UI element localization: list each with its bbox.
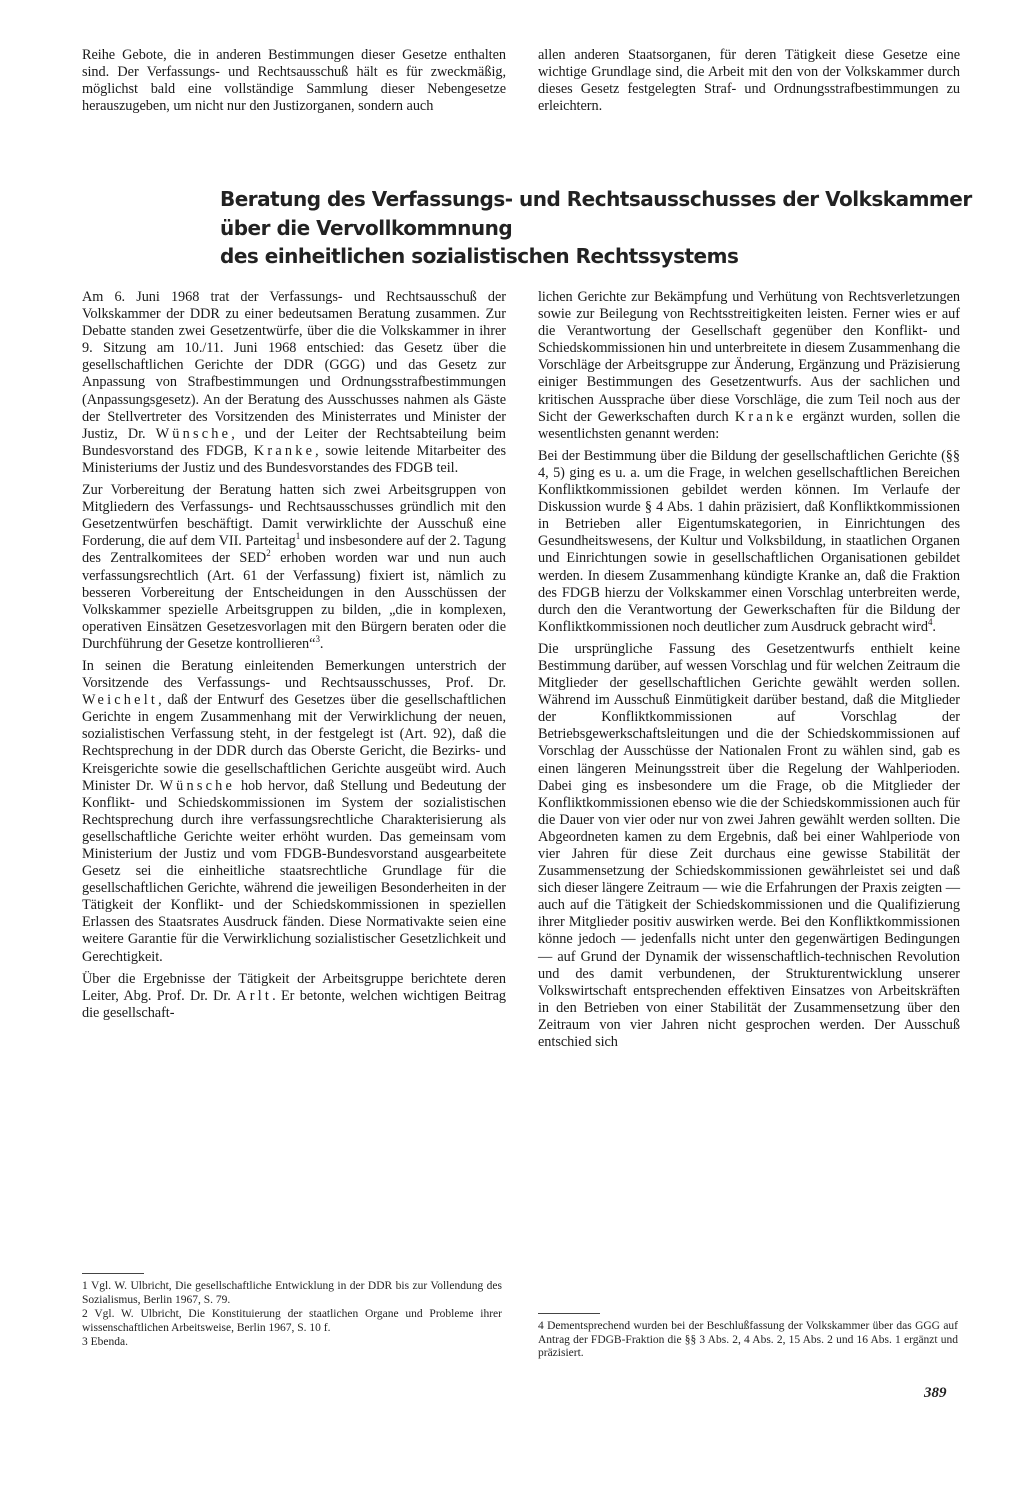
text-run: und insbesondere auf der 2. Tagung des Zentralkomitees der SED	[82, 533, 506, 567]
text-run: .	[319, 635, 324, 652]
paragraph	[82, 971, 506, 1022]
spaced-name: Arlt	[236, 987, 273, 1004]
text-run: hob hervor, daß Stellung und Bedeutung der Konflikt- und Schiedskommissionen im System der sozialistischen Rechtsprechung durch ihre verfassungsrechtliche Charakterisierung als gesellschaftliche Gerichte weiter erhöht wurden. Das gemeinsam vom Ministerium der Justiz und vom FDGB-Bundesvorstand ausgearbeitete Gesetz sei die einheitliche staatsrechtliche Grundlage für die gesellschaftlichen Gerichte, während die jeweiligen Besonderheiten in der Tätigkeit der Konflikt- und der Schiedskommissionen in speziellen Erlassen des Staatsrates Ausdruck fänden. Diese Normativakte seien eine weitere Garantie für die Verwirklichung sozialistischer Gesetzlichkeit und Gerechtigkeit.	[82, 777, 506, 965]
spaced-name: Wünsche	[159, 777, 236, 794]
heading-line: Beratung des Verfassungs- und Rechtsausschusses der Volkskammer	[220, 187, 972, 211]
paragraph: allen anderen Staatsorganen, für deren Tätigkeit diese Gesetze eine wichtige Grundlage sind, die Arbeit mit den von der Volkskammer durch dieses Gesetz festgelegten Straf- und Ordnungsstrafbestimmungen zu erleichtern.	[538, 47, 960, 115]
article-column-right	[538, 289, 960, 1051]
page-number: 389	[924, 1385, 947, 1401]
footnote-divider	[82, 1273, 144, 1274]
paragraph	[538, 448, 960, 636]
carryover-text-left	[82, 47, 506, 115]
spaced-name: Wünsche	[155, 425, 232, 442]
text-run: . Er betonte, welchen wichtigen Beitrag die gesellschaft-	[82, 987, 506, 1021]
text-run: Zur Vorbereitung der Beratung hatten sich zwei Arbeitsgruppen von Mitgliedern des Verfassungs- und Rechtsausschusses gründlich mit den Gesetzentwürfen beschäftigt. Damit verwirklichte der Ausschuß eine Forderung, die auf dem VII. Parteitag	[82, 482, 506, 550]
text-run: Am 6. Juni 1968 trat der Verfassungs- und Rechtsausschuß der Volkskammer der DDR zu einer bedeutsamen Beratung zusammen. Zur Debatte standen zwei Gesetzentwürfe, über die die Volkskammer in ihrer 9. Sitzung am 10./11. Juni 1968 entschied: das Gesetz über die gesellschaftlichen Gerichte der DDR (GGG) und das Gesetz zur Anpassung von Strafbestimmungen und Ordnungsstrafbestimmungen (Anpassungsgesetz). An der Beratung des Ausschusses nahmen als Gäste der Stellvertreter des Vorsitzenden des Ministerrates und Minister der Justiz, Dr.	[82, 289, 506, 442]
text-run: Über die Ergebnisse der Tätigkeit der Arbeitsgruppe berichtete deren Leiter, Abg. Prof. Dr. Dr.	[82, 970, 506, 1004]
footnote-ref[interactable]: 2	[266, 548, 271, 559]
paragraph	[82, 289, 506, 477]
paragraph	[538, 289, 960, 443]
text-run: lichen Gerichte zur Bekämpfung und Verhütung von Rechtsverletzungen sowie zur Beilegung von Rechtsstreitigkeiten leisten. Ferner wies er auf die Verantwortung der Gesellschaft gegenüber den Konflikt- und Schiedskommissionen hin und unterbreitete in diesem Zusammenhang die Vorschläge der Arbeitsgruppe zur Änderung, Ergänzung und Präzisierung einiger Bestimmungen des Gesetzentwurfs. Aus der sachlichen und kritischen Aussprache über diese Vorschläge, die zum Teil noch aus der Sicht der Gewerkschaften durch	[538, 289, 960, 425]
article-heading	[220, 185, 980, 271]
footnote-ref[interactable]: 1	[295, 531, 301, 542]
footnote: 3 Ebenda.	[82, 1336, 128, 1348]
footnote: 2 Vgl. W. Ulbricht, Die Konstituierung der staatlichen Organe und Probleme ihrer wissenschaftlichen Arbeitsweise, Berlin 1967, S. 10 f.	[82, 1308, 502, 1334]
text-run: ergänzt wurden, sollen die wesentlichsten genannt werden:	[538, 408, 960, 442]
text-run: Bei der Bestimmung über die Bildung der gesellschaftlichen Gerichte (§§ 4, 5) ging es u. a. um die Frage, in welchen gesellschaftlichen Bereichen Konfliktkommissionen gebildet werden können. Im Verlaufe der Diskussion wurde § 4 Abs. 1 dahin präzisiert, daß Konfliktkommissionen in Betrieben aller Eigentumskategorien, in Einrichtungen des Gesundheitswesens, der Kultur und Volksbildung, in staatlichen Organen und Einrichtungen sowie in gesellschaftlichen Organisationen gebildet werden. In diesem Zusammenhang kündigte Kranke an, daß die Fraktion des FDGB hierzu der Volkskammer einen Vorschlag unterbreiten werde, durch den die Verantwortung der Gewerkschaften für die Bildung der Konfliktkommissionen noch deutlicher zum Ausdruck gebracht wird	[538, 447, 960, 635]
text-run: , und der Leiter der Rechtsabteilung beim Bundesvorstand des FDGB,	[82, 425, 506, 459]
footnote-ref[interactable]: 3	[315, 634, 320, 645]
heading-line: des einheitlichen sozialistischen Rechtssystems	[220, 244, 739, 268]
text-run: erhoben worden war und nun auch verfassungsrechtlich (Art. 61 der Verfassung) fixiert ist, nämlich zu besseren Vorbereitung der Entscheidungen in den Ausschüssen der Volkskammer spezielle Arbeitsgruppen zu bilden, „die in komplexen, operativen Einsätzen Gesetzesvorlagen mit den Bürgern beraten oder die Durchführung der Gesetze kontrollieren“	[82, 550, 506, 652]
footnote: 4 Dementsprechend wurden bei der Beschlußfassung der Volkskammer über das GGG auf Antrag der FDGB-Fraktion die §§ 3 Abs. 2, 4 Abs. 2, 15 Abs. 2 und 16 Abs. 1 ergänzt und präzisiert.	[538, 1320, 958, 1359]
paragraph: Die ursprüngliche Fassung des Gesetzentwurfs enthielt keine Bestimmung darüber, auf wessen Vorschlag und für welchen Zeitraum die Mitglieder der gesellschaftlichen Gerichte gewählt werden sollen. Während im Ausschuß Einmütigkeit darüber bestand, daß die Mitglieder der Konfliktkommissionen auf Vorschlag der Betriebsgewerkschaftsleitungen und die der Schiedskommissionen auf Vorschlag der Ausschüsse der Nationalen Front zu wählen sind, gab es einen längeren Meinungsstreit über die Regelung der Wahlperioden. Dabei ging es insbesondere um die Frage, ob die Mitglieder der Konfliktkommissionen ebenso wie die der Schiedskommissionen auch für die Dauer von vier oder nur von zwei Jahren gewählt werden sollten. Die Abgeordneten kamen zu dem Ergebnis, daß bei einer Wahlperiode von vier Jahren für diese Zeit durchaus eine gewisse Stabilität der Zusammensetzung der Schiedskommissionen gewährleistet sei und daß sich dieser längere Zeitraum — wie die Erfahrungen der Praxis zeigten — auch auf die Tätigkeit der Schiedskommissionen und die Qualifizierung ihrer Mitglieder positiv auswirken werde. Bei den Konfliktkommissionen könne jedoch — jedenfalls nicht unter den gegenwärtigen Bedingungen — auf Grund der Dynamik der wissenschaftlich-technischen Revolution und des damit verbundenen, der Strukturentwicklung unserer Volkswirtschaft entsprechenden effektiven Einsatzes von Arbeitskräften in den Betrieben von einer Stabilität der Zusammensetzung über den Zeitraum von vier Jahren nicht gesprochen werden. Der Ausschuß entschied sich	[538, 640, 960, 1051]
footnote-ref[interactable]: 4	[927, 617, 933, 628]
text-run: .	[932, 618, 936, 635]
paragraph	[82, 658, 506, 966]
text-run: , sowie leitende Mitarbeiter des Ministeriums der Justiz und des Bundesvorstandes des FDGB teil.	[82, 442, 506, 476]
footnote: 1 Vgl. W. Ulbricht, Die gesellschaftliche Entwicklung in der DDR bis zur Vollendung des Sozialismus, Berlin 1967, S. 79.	[82, 1280, 502, 1306]
paragraph: Reihe Gebote, die in anderen Bestimmungen dieser Gesetze enthalten sind. Der Verfassungs- und Rechtsausschuß hält es für zweckmäßig, möglichst bald eine vollständige Sammlung dieser Nebengesetze herauszugeben, um nicht nur den Justizorganen, sondern auch	[82, 47, 506, 115]
text-run: , daß der Entwurf des Gesetzes über die gesellschaftlichen Gerichte in engem Zusammenhang mit der Verwirklichung der neuen, sozialistischen Verfassung steht, in der festgelegt ist (Art. 92), daß die Rechtsprechung in der DDR durch das Oberste Gericht, die Bezirks- und Kreisgerichte sowie die gesellschaftlichen Gerichte ausgeübt wird. Auch Minister Dr.	[82, 692, 506, 794]
paragraph	[82, 482, 506, 653]
spaced-name: Weichelt	[82, 692, 159, 709]
article-column-left	[82, 289, 506, 1022]
text-run: In seinen die Beratung einleitenden Bemerkungen unterstrich der Vorsitzende des Verfassungs- und Rechtsausschusses, Prof. Dr.	[82, 657, 506, 692]
heading-line: über die Vervollkommnung	[220, 215, 513, 240]
footnote-divider	[538, 1313, 600, 1314]
spaced-name: Kranke	[734, 408, 797, 425]
footnotes-left	[82, 1280, 502, 1351]
footnotes-right	[538, 1320, 958, 1362]
carryover-text-right	[538, 47, 960, 115]
spaced-name: Kranke	[253, 442, 316, 459]
